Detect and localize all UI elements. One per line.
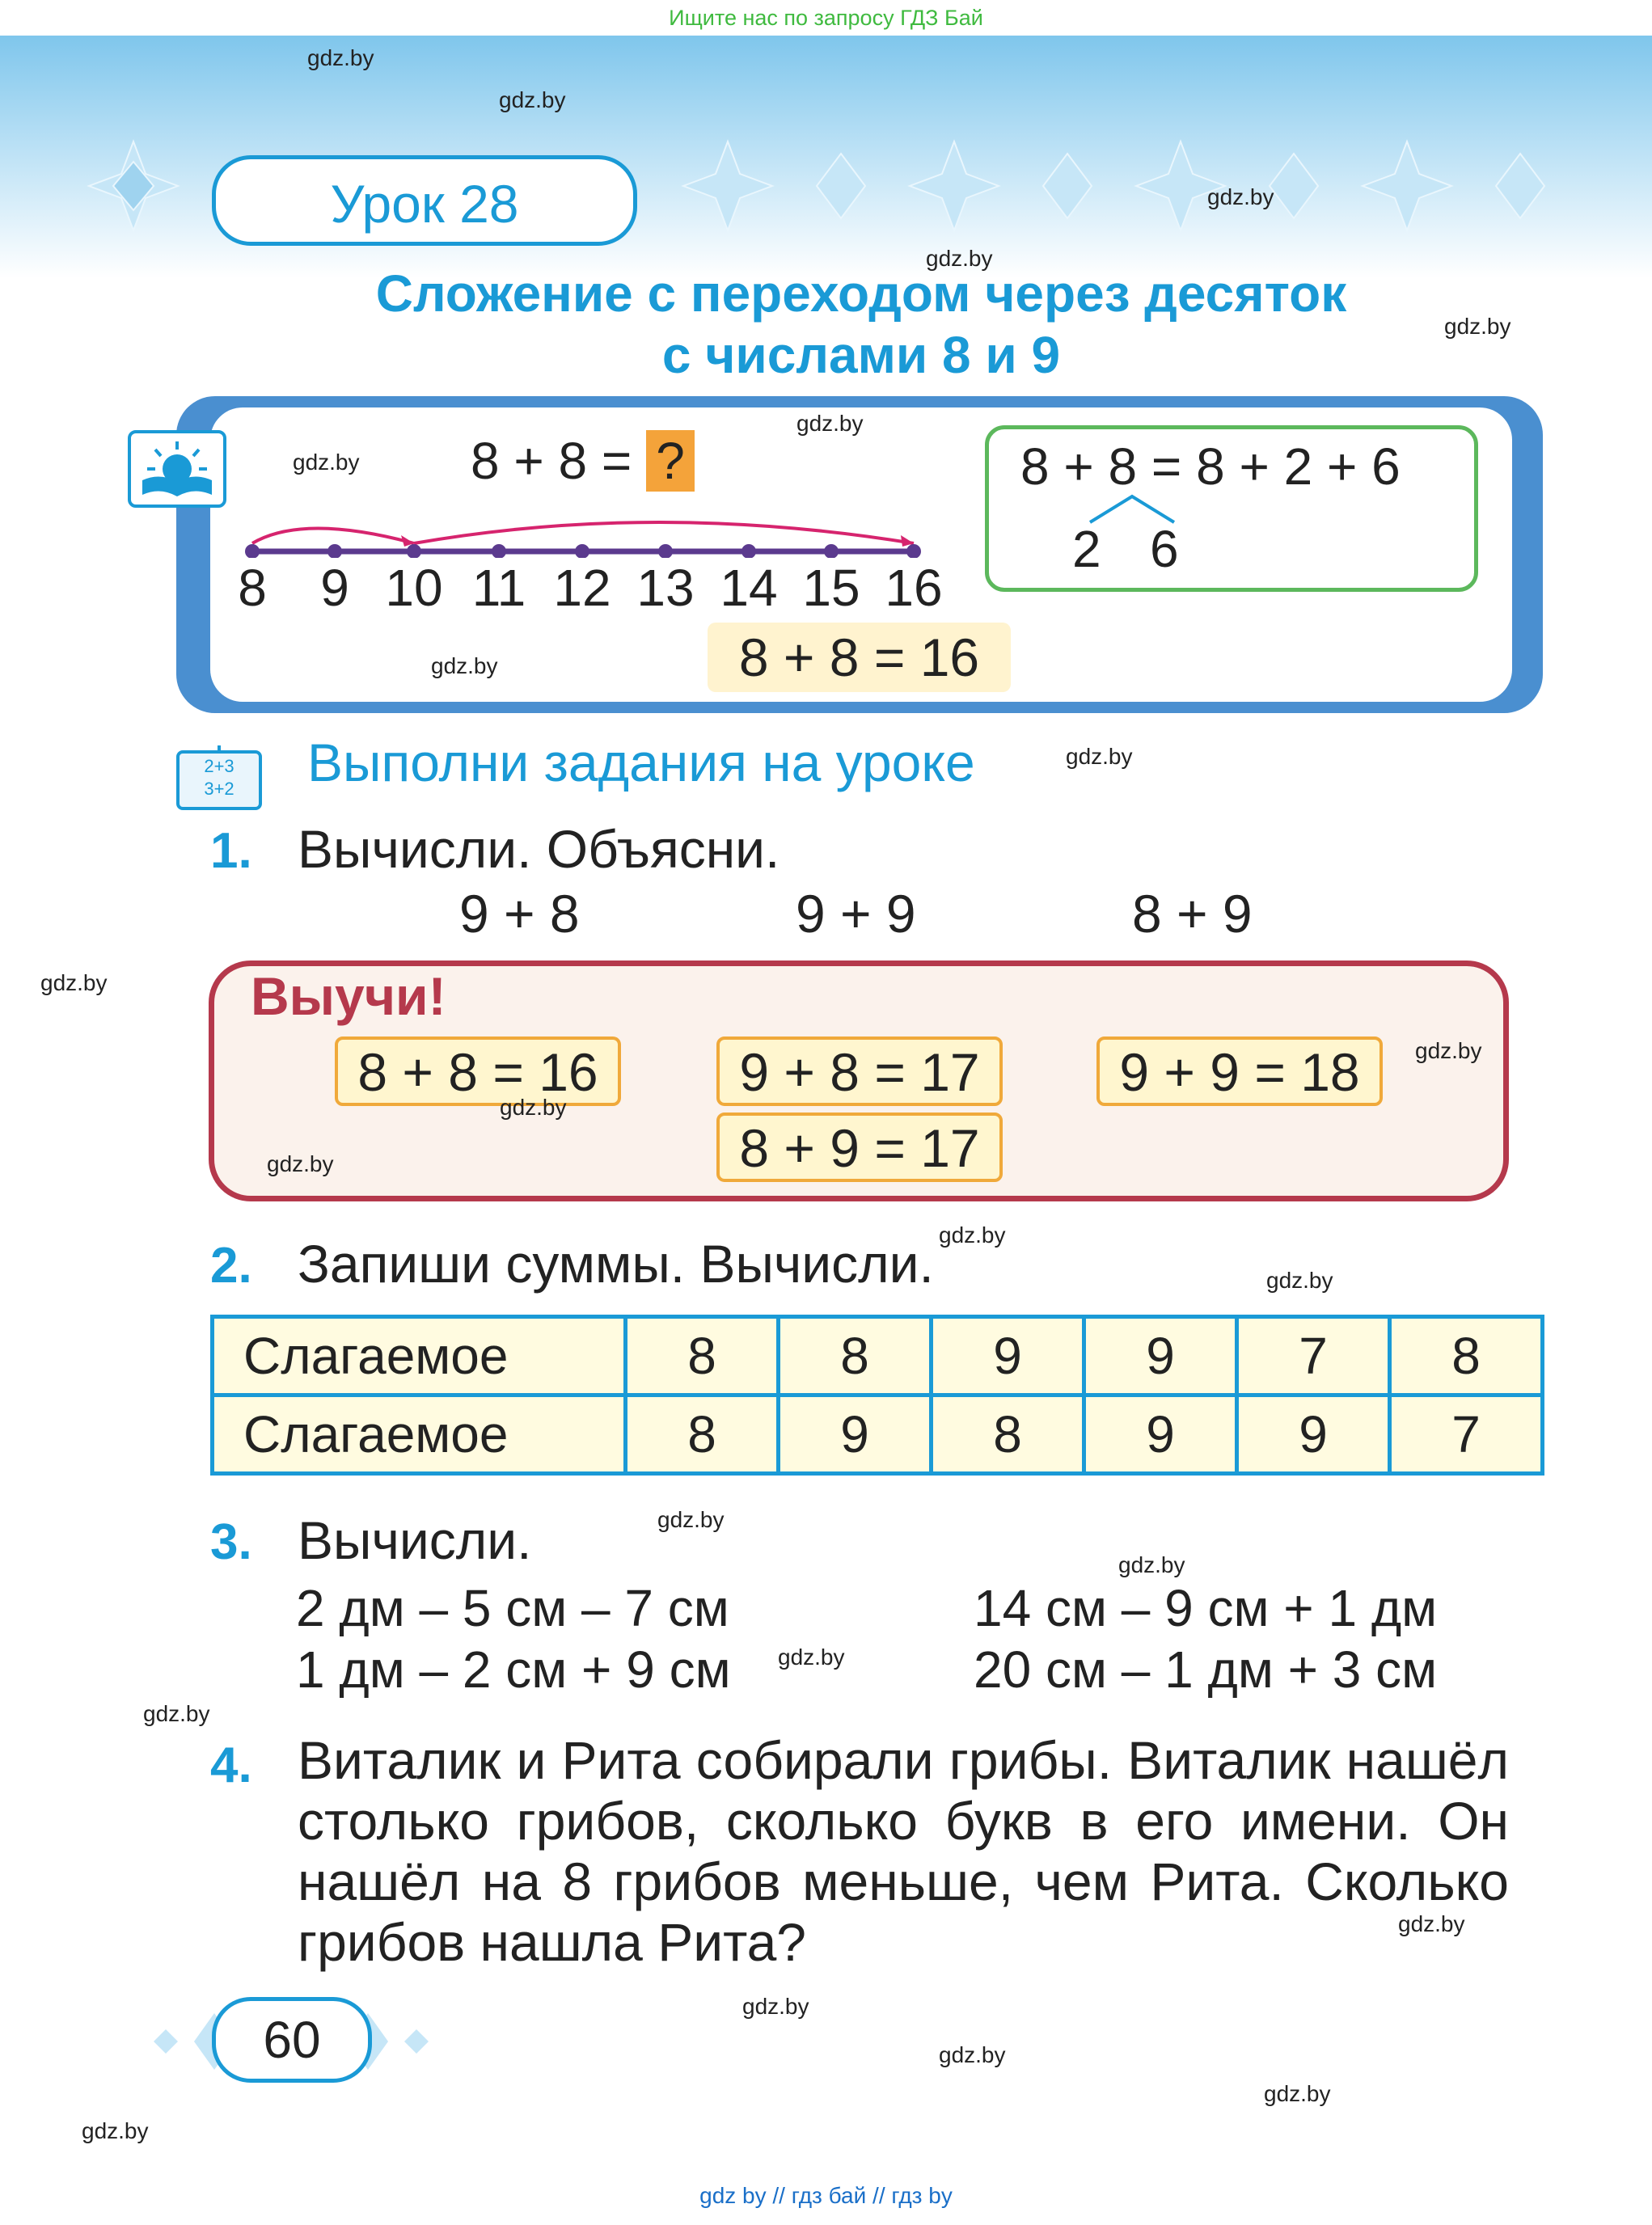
decomposition-expr: 8 + 8 = 8 + 2 + 6 [1020,437,1401,496]
task4-text: Виталик и Рита собирали грибы. Виталик нашёл столько грибов, сколько букв в его имени. Он нашёл на 8 грибов меньше, чем Рита. Сколько грибов нашла Рита? [298,1730,1509,1972]
watermark: gdz.by [1207,184,1274,209]
table-cell: 9 [1084,1395,1237,1474]
table-cell: 7 [1237,1317,1390,1395]
decomposition-part-b: 6 [1150,520,1179,578]
task3-expr: 20 см – 1 дм + 3 см [974,1640,1438,1699]
task2-text: Запиши суммы. Вычисли. [298,1234,934,1294]
table-cell: 8 [626,1395,779,1474]
watermark: gdz.by [1398,1911,1465,1936]
watermark: gdz.by [40,970,108,995]
top-banner[interactable]: Ищите нас по запросу ГДЗ Бай [669,6,983,30]
watermark: gdz.by [267,1151,334,1176]
page-title-line2: с числами 8 и 9 [661,326,1061,384]
lesson-label: Урок 28 [212,155,637,246]
table-cell-label: Слагаемое [213,1395,626,1474]
learn-equation: 8 + 8 = 16 [335,1037,621,1106]
watermark: gdz.by [143,1701,210,1726]
table-row [213,1317,1543,1395]
table-cell: 9 [779,1395,932,1474]
number-line-tick: 8 [238,559,267,617]
watermark: gdz.by [796,411,864,436]
table-cell: 7 [1390,1395,1543,1474]
number-line-tick: 15 [802,559,860,617]
section-title: Выполни задания на уроке [307,733,975,792]
snowflake-ornament-left-icon [81,137,186,234]
table-cell: 9 [1237,1395,1390,1474]
learn-equation: 8 + 9 = 17 [716,1112,1003,1182]
task3-expr: 1 дм – 2 см + 9 см [296,1640,731,1699]
watermark: gdz.by [293,450,360,475]
number-line [234,509,930,558]
sums-table [210,1315,1544,1476]
watermark: gdz.by [1066,744,1133,769]
task4-number: 4. [210,1737,252,1793]
board-line1: 2+3 [204,756,234,776]
learn-equation: 9 + 9 = 18 [1096,1037,1383,1106]
watermark: gdz.by [1266,1268,1333,1293]
page-title-line1: Сложение с переходом через десяток [375,264,1347,323]
intro-question-expr: 8 + 8 = [471,432,632,490]
page-number: 60 [212,1997,372,2083]
snowflake-ornament-band-icon [671,137,1577,234]
table-cell-label: Слагаемое [213,1317,626,1395]
task1-number: 1. [210,823,252,879]
watermark: gdz.by [939,2042,1006,2067]
task3-expr: 2 дм – 5 см – 7 см [296,1579,729,1637]
watermark: gdz.by [82,2118,149,2143]
watermark: gdz.by [1415,1038,1482,1063]
watermark: gdz.by [307,45,374,70]
watermark: gdz.by [1444,314,1511,339]
intro-question [471,430,695,492]
watermark: gdz.by [1264,2081,1331,2106]
number-line-tick: 10 [385,559,443,617]
task1-expr: 9 + 8 [459,884,580,944]
task3-text: Вычисли. [298,1510,532,1570]
watermark: gdz.by [939,1222,1006,1248]
bottom-links[interactable]: gdz by // гдз бай // гдз by [699,2183,953,2208]
number-line-tick: 12 [553,559,611,617]
decomposition-part-a: 2 [1072,520,1101,578]
watermark: gdz.by [926,246,993,271]
table-cell: 8 [1390,1317,1543,1395]
board-line2: 3+2 [204,779,234,799]
task1-expr: 9 + 9 [796,884,916,944]
intro-result: 8 + 8 = 16 [708,623,1011,692]
task1-expr: 8 + 9 [1132,884,1253,944]
task3-expr: 14 см – 9 см + 1 дм [974,1579,1438,1637]
board-icon [171,745,267,812]
task1-text: Вычисли. Объясни. [298,819,780,879]
learn-equation: 9 + 8 = 17 [716,1037,1003,1106]
table-cell: 9 [1084,1317,1237,1395]
learn-title: Выучи! [251,966,446,1026]
watermark: gdz.by [742,1994,809,2019]
number-line-tick: 14 [720,559,778,617]
task2-number: 2. [210,1238,252,1294]
book-sun-icon [128,430,226,508]
watermark: gdz.by [431,653,498,678]
table-cell: 9 [932,1317,1084,1395]
table-cell: 8 [932,1395,1084,1474]
task3-number: 3. [210,1514,252,1570]
watermark: gdz.by [500,1095,567,1120]
table-row [213,1395,1543,1474]
number-line-tick: 9 [320,559,349,617]
number-line-tick: 11 [471,559,526,617]
number-line-tick: 13 [636,559,695,617]
watermark: gdz.by [778,1644,845,1670]
number-line-tick: 16 [885,559,943,617]
table-cell: 8 [779,1317,932,1395]
watermark: gdz.by [657,1507,725,1532]
question-mark-box: ? [646,430,695,492]
table-cell: 8 [626,1317,779,1395]
watermark: gdz.by [499,87,566,112]
watermark: gdz.by [1118,1552,1185,1577]
